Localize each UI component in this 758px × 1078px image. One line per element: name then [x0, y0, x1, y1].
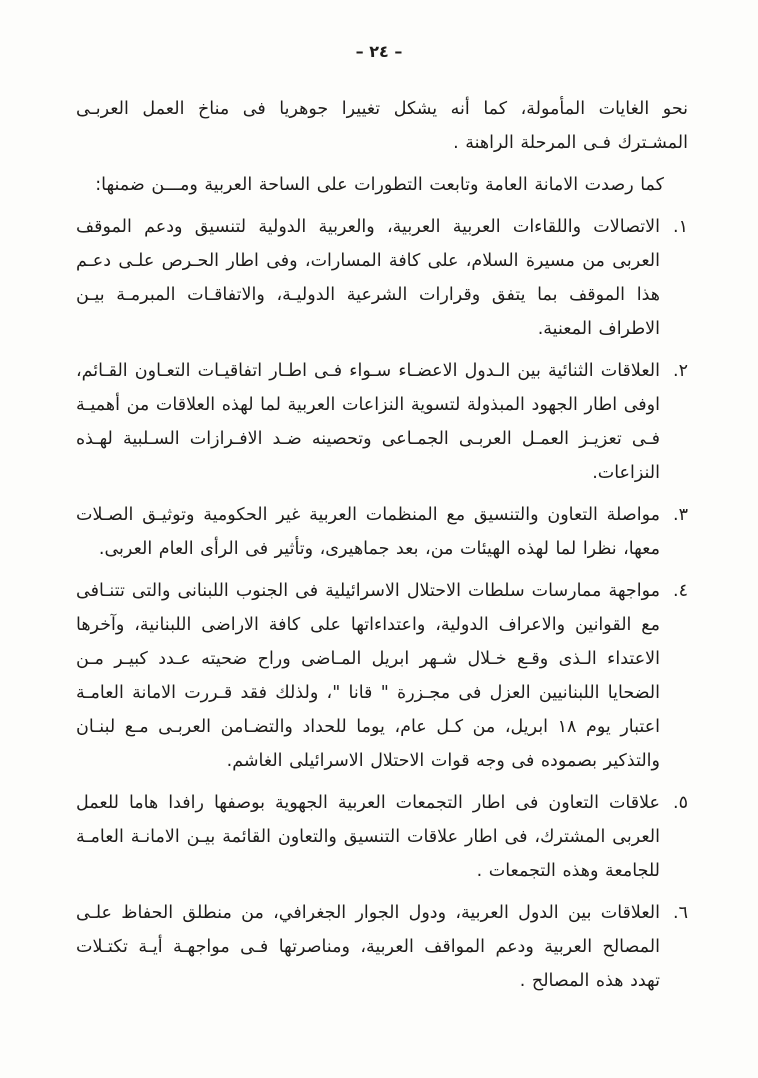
item-text: العلاقات بين الدول العربية، ودول الجوار الجغرافي، من منطلق الحفاظ علـى المصالح العربية ودعم المواقف العربية، ومناصرتها فـى مواجهـة أيـة تكتـلات تهدد هذه المصالح . [76, 903, 660, 991]
item-number: ٣. [673, 505, 688, 525]
item-number: ١. [673, 217, 688, 237]
item-number: ٢. [673, 361, 688, 381]
item-text: مواجهة ممارسات سلطات الاحتلال الاسرائيلية فى الجنوب اللبنانى والتى تتنـافى مع القوانين والاعراف الدولية، واعتداءاتها على كافة الاراضى اللبنانية، وآخرها الاعتداء الـذى وقـع خـلال شـهر ابريل المـاضى وراح ضحيته عـدد كبيـر مـن الضحايا اللبنانيين العزل فى مجـزرة " قانا "، ولذلك فقد قـررت الامانة العامـة اعتبار يوم ١٨ ابريل، من كـل عام، يوما للحداد والتضـامن العربـى مـع لبنـان والتذكير بصموده فى وجه قوات الاحتلال الاسرائيلى الغاشم. [76, 581, 661, 771]
item-text: علاقات التعاون فى اطار التجمعات العربية الجهوية بوصفها رافدا هاما للعمل العربى المشترك، فى اطار علاقات التنسيق والتعاون القائمة بيـن الامانـة العامـة للجامعة وهذه التجمعات . [76, 793, 660, 881]
list-item [76, 354, 688, 490]
list-item [76, 896, 688, 998]
item-text: العلاقات الثنائية بين الـدول الاعضـاء سـواء فـى اطـار اتفاقيـات التعـاون القـائم، اوفى اطار الجهود المبذولة لتسوية النزاعات العربية لما لهذه العلاقات من أهميـة فـى تعزيـز العمـل العربـى الجمـاعى وتحصينه ضـد الافـرازات السـلبية لهـذه النزاعات. [76, 361, 660, 483]
page-number: – ٢٤ – [355, 42, 403, 61]
item-number: ٦. [673, 903, 688, 923]
document-body [76, 92, 688, 1006]
item-number: ٥. [673, 793, 688, 813]
lead-paragraph: كما رصدت الامانة العامة وتابعت التطورات على الساحة العربية ومـــن ضمنها: [95, 175, 664, 195]
list-item [76, 786, 688, 888]
list-item [76, 574, 688, 778]
list-item [76, 498, 688, 566]
item-text: الاتصالات واللقاءات العربية العربية، والعربية الدولية لتنسيق ودعم الموقف العربى من مسيرة السلام، على كافة المسارات، وفى اطار الحـرص علـى دعـم هذا الموقف بما يتفق وقرارات الشرعية الدوليـة، والاتفاقـات المبرمـة بيـن الاطراف المعنية. [76, 217, 660, 339]
item-text: مواصلة التعاون والتنسيق مع المنظمات العربية غير الحكومية وتوثيـق الصـلات معها، نظرا لما لهذه الهيئات من، بعد جماهيرى، وتأثير فى الرأى العام العربى. [76, 505, 660, 559]
list-item [76, 210, 688, 346]
item-number: ٤. [673, 581, 688, 601]
intro-paragraph: نحو الغايات المأمولة، كما أنه يشكل تغييرا جوهريا فى مناخ العمل العربـى المشـترك فـى المرحلة الراهنة . [76, 99, 688, 153]
